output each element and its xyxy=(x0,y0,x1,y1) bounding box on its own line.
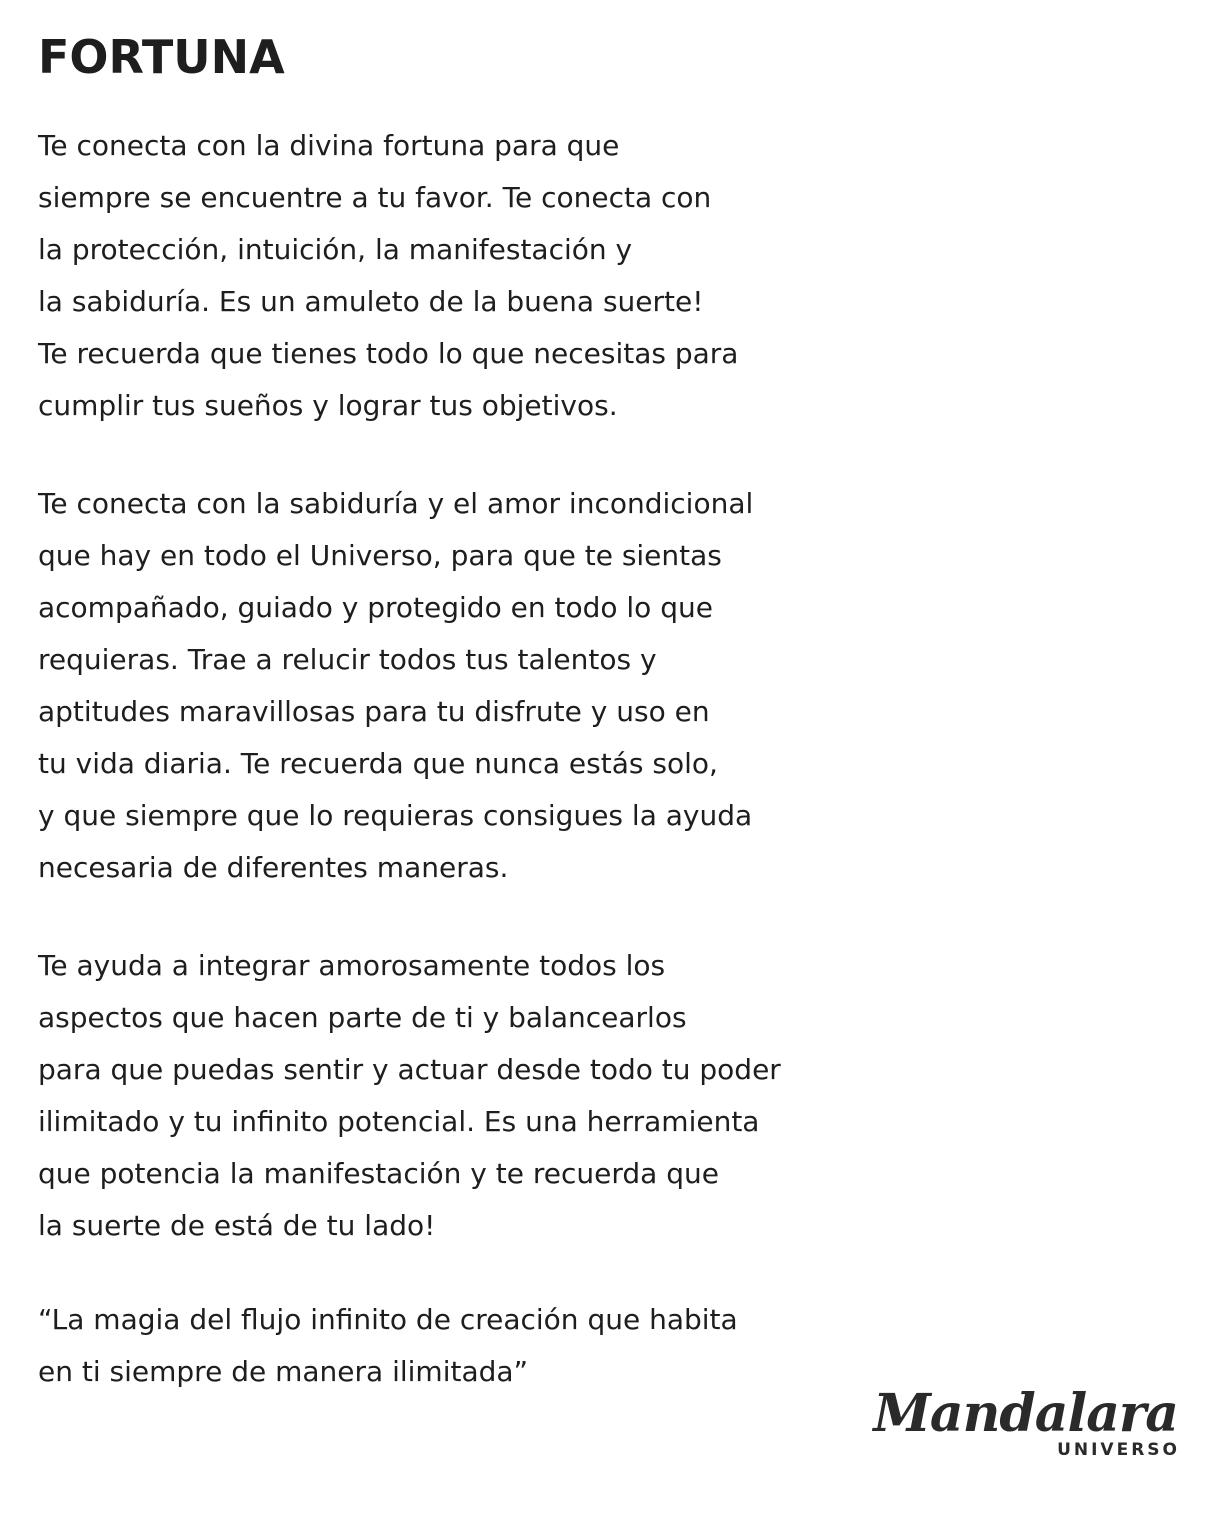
paragraph-line: tu vida diaria. Te recuerda que nunca estás solo, xyxy=(38,747,718,780)
paragraph-line: Te conecta con la sabiduría y el amor incondicional xyxy=(38,487,754,520)
paragraph-line: la suerte de está de tu lado! xyxy=(38,1209,436,1242)
paragraph-line: siempre se encuentre a tu favor. Te conecta con xyxy=(38,181,712,214)
paragraph-line: necesaria de diferentes maneras. xyxy=(38,851,509,884)
paragraph-3 xyxy=(38,940,1198,1252)
paragraph-line: para que puedas sentir y actuar desde todo tu poder xyxy=(38,1053,781,1086)
paragraph-line: que hay en todo el Universo, para que te sientas xyxy=(38,539,722,572)
brand-logo-name: Mandalara xyxy=(873,1383,1178,1444)
paragraph-line: que potencia la manifestación y te recuerda que xyxy=(38,1157,719,1190)
paragraph-line: la sabiduría. Es un amuleto de la buena suerte! xyxy=(38,285,704,318)
paragraph-line: aspectos que hacen parte de ti y balancearlos xyxy=(38,1001,687,1034)
quote-line: “La magia del flujo infinito de creación que habita xyxy=(38,1303,738,1336)
paragraph-line: la protección, intuición, la manifestación y xyxy=(38,233,633,266)
paragraph-line: Te conecta con la divina fortuna para que xyxy=(38,129,620,162)
brand-logo xyxy=(873,1383,1180,1460)
paragraph-line: aptitudes maravillosas para tu disfrute y uso en xyxy=(38,695,710,728)
paragraph-1 xyxy=(38,120,1198,432)
paragraph-line: y que siempre que lo requieras consigues la ayuda xyxy=(38,799,753,832)
quote-line: en ti siempre de manera ilimitada” xyxy=(38,1355,529,1388)
paragraph-line: ilimitado y tu infinito potencial. Es una herramienta xyxy=(38,1105,760,1138)
page-title: FORTUNA xyxy=(38,30,285,84)
brand-logo-subtitle: UNIVERSO xyxy=(1057,1440,1180,1460)
paragraph-line: Te ayuda a integrar amorosamente todos los xyxy=(38,949,666,982)
paragraph-line: acompañado, guiado y protegido en todo lo que xyxy=(38,591,713,624)
paragraph-line: requieras. Trae a relucir todos tus talentos y xyxy=(38,643,657,676)
paragraph-line: cumplir tus sueños y lograr tus objetivos. xyxy=(38,389,618,422)
paragraph-2 xyxy=(38,478,1198,894)
paragraph-line: Te recuerda que tienes todo lo que necesitas para xyxy=(38,337,739,370)
